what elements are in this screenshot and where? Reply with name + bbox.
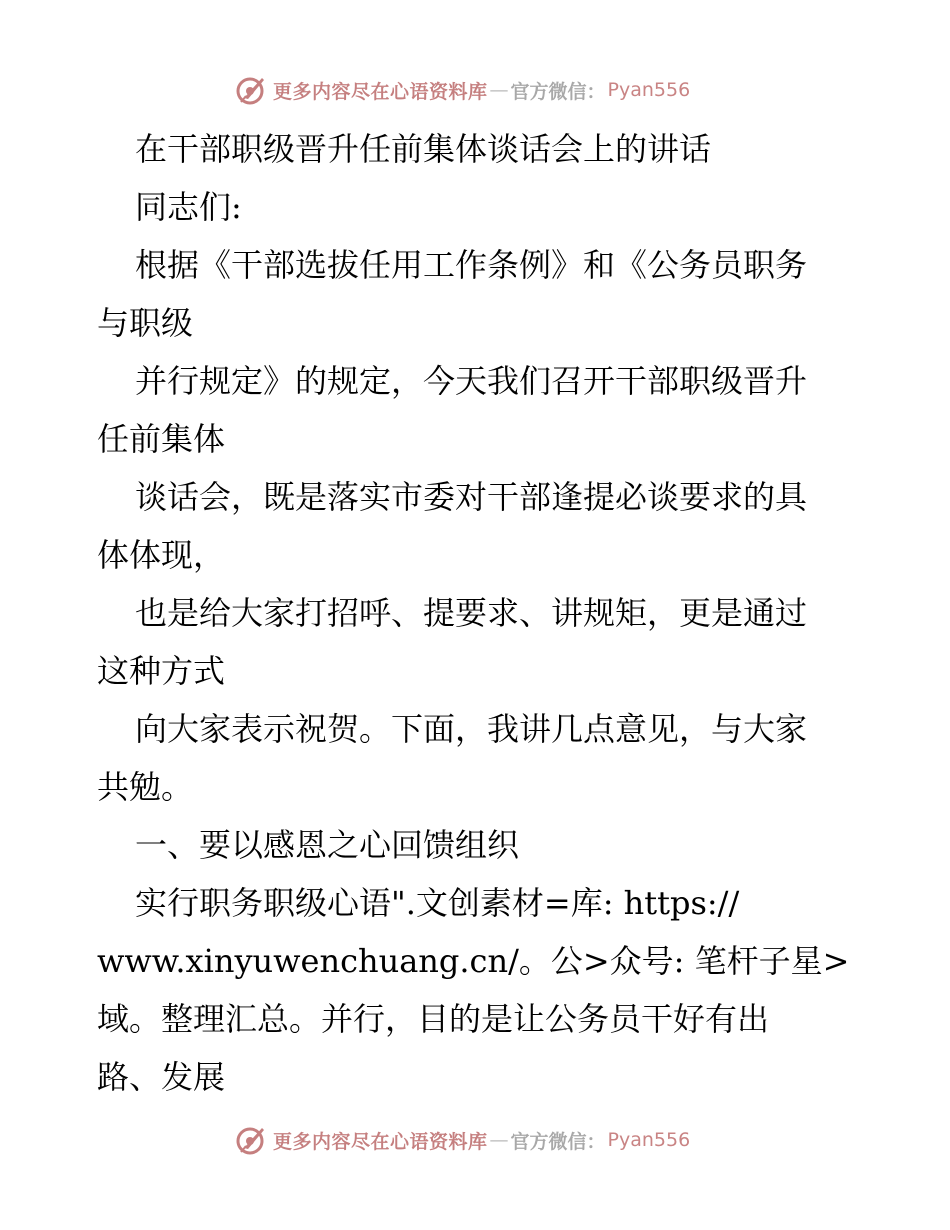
body-line: www.xinyuwenchuang.cn/。公>众号: 笔杆子星> [97, 942, 850, 980]
quill-logo-icon [235, 1124, 267, 1156]
watermark-text: 更多内容尽在心语资料库 [273, 1130, 488, 1153]
watermark-separator: — [489, 79, 509, 101]
watermark-header [235, 73, 690, 107]
watermark-wechat-id: Pyan556 [607, 79, 691, 101]
body-line: 这种方式 [97, 652, 226, 690]
watermark-wechat-id: Pyan556 [607, 1129, 691, 1151]
body-line: 域。整理汇总。并行，目的是让公务员干好有出 [97, 1000, 770, 1038]
document-title: 在干部职级晋升任前集体谈话会上的讲话 [135, 130, 712, 168]
body-line: 路、发展 [97, 1058, 226, 1096]
body-line: 谈话会，既是落实市委对干部逢提必谈要求的具 [135, 478, 808, 516]
document-body [97, 120, 857, 1106]
body-line: 任前集体 [97, 420, 226, 458]
watermark-separator: — [489, 1129, 509, 1151]
body-line: 共勉。 [97, 768, 194, 806]
watermark-text: 更多内容尽在心语资料库 [273, 80, 488, 103]
quill-logo-icon [235, 74, 267, 106]
body-line: 与职级 [97, 304, 194, 342]
body-line: 向大家表示祝贺。下面，我讲几点意见，与大家 [135, 710, 808, 748]
greeting: 同志们: [135, 188, 242, 226]
body-line: 体体现， [97, 536, 226, 574]
body-line: 也是给大家打招呼、提要求、讲规矩，更是通过 [135, 594, 808, 632]
watermark-footer [235, 1123, 690, 1157]
body-line: 实行职务职级心语".文创素材=库: https:// [135, 884, 740, 922]
section-heading: 一、要以感恩之心回馈组织 [135, 826, 520, 864]
body-line: 并行规定》的规定，今天我们召开干部职级晋升 [135, 362, 808, 400]
watermark-wechat-label: 官方微信： [510, 80, 606, 103]
body-line: 根据《干部选拔任用工作条例》和《公务员职务 [135, 246, 808, 284]
watermark-wechat-label: 官方微信： [510, 1130, 606, 1153]
